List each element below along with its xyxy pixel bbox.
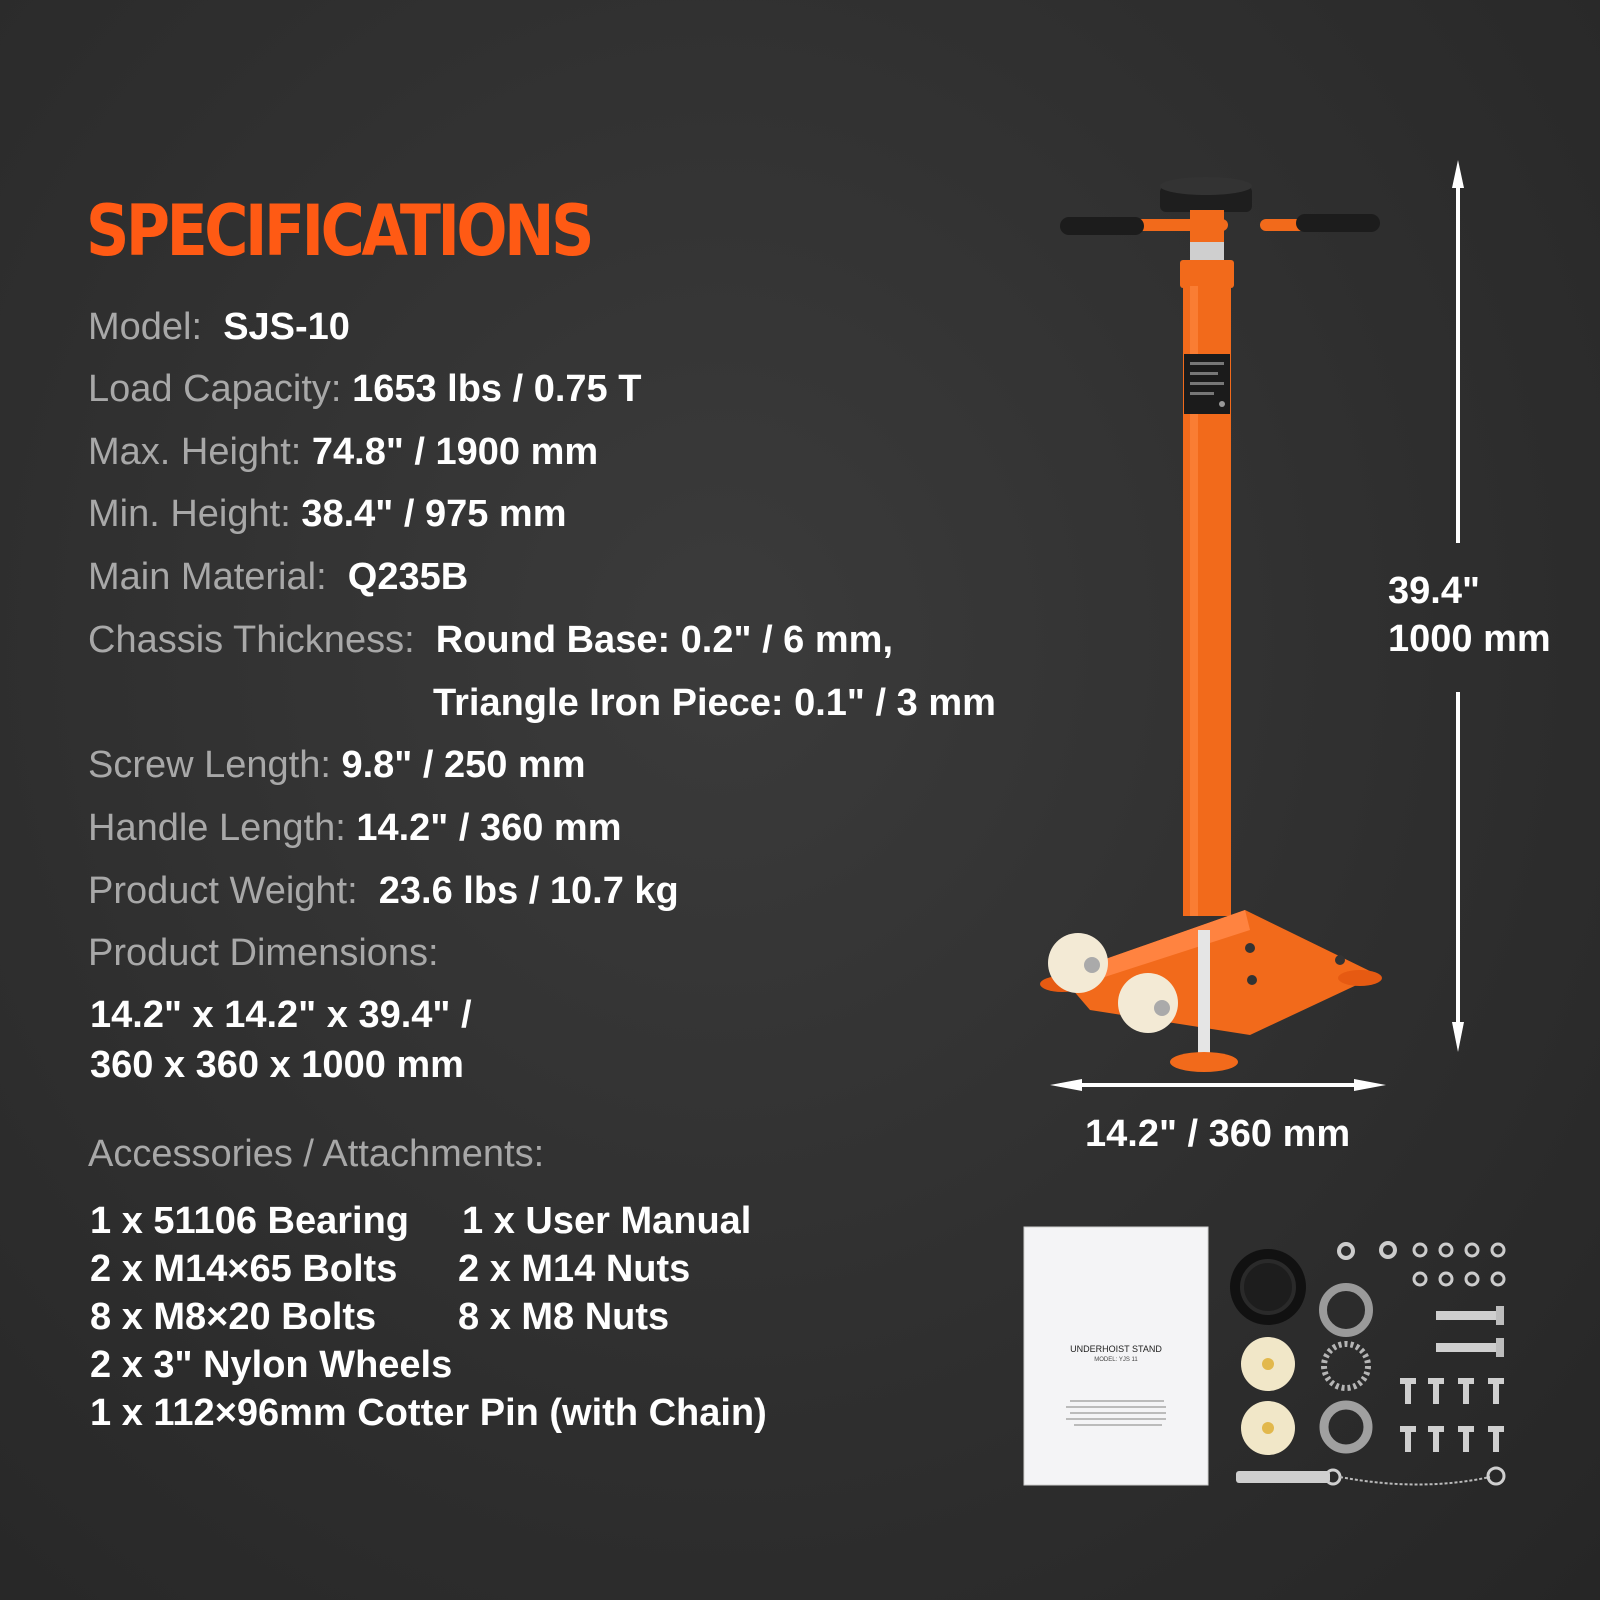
- page-title: SPECIFICATIONS: [86, 190, 592, 272]
- spec-dimensions-line1: 14.2" x 14.2" x 39.4" /: [90, 994, 472, 1036]
- spec-value: 38.4" / 975 mm: [301, 493, 567, 535]
- stand-base: [1040, 910, 1382, 1072]
- width-label: 14.2" / 360 mm: [1085, 1113, 1351, 1155]
- spec-value: 14.2" / 360 mm: [356, 807, 622, 849]
- accessory-item: 1 x 112×96mm Cotter Pin (with Chain): [90, 1392, 767, 1434]
- spec-value: 74.8" / 1900 mm: [311, 431, 599, 473]
- spec-label: Screw Length:: [88, 744, 331, 786]
- spec-label: Load Capacity:: [88, 368, 342, 410]
- spec-value: SJS-10: [223, 306, 350, 348]
- user-manual-image: [1024, 1227, 1208, 1485]
- spec-value: Round Base: 0.2" / 6 mm,: [435, 619, 894, 661]
- spec-label: Product Weight:: [88, 870, 358, 912]
- spec-label: Chassis Thickness:: [88, 619, 415, 661]
- spec-dimensions-label: Product Dimensions:: [88, 932, 439, 974]
- spec-label: Min. Height:: [88, 493, 291, 535]
- accessory-item: 1 x User Manual: [462, 1200, 752, 1242]
- spec-dimensions-line2: 360 x 360 x 1000 mm: [90, 1044, 464, 1086]
- spec-value: 1653 lbs / 0.75 T: [352, 368, 642, 410]
- manual-title: UNDERHOIST STAND: [1070, 1344, 1162, 1354]
- height-inches-label: 39.4": [1388, 570, 1480, 612]
- accessory-item: 8 x M8×20 Bolts: [90, 1296, 377, 1338]
- spec-label: Model:: [88, 306, 203, 348]
- accessory-item: 2 x M14×65 Bolts: [90, 1248, 398, 1290]
- spec-value: Q235B: [347, 556, 469, 598]
- stand-handle: [1060, 177, 1380, 262]
- accessory-item: 1 x 51106 Bearing: [90, 1200, 409, 1242]
- height-mm-label: 1000 mm: [1388, 618, 1551, 660]
- accessories-label: Accessories / Attachments:: [88, 1133, 545, 1175]
- width-dimension-arrow: [1050, 1079, 1386, 1091]
- accessory-item: 2 x 3" Nylon Wheels: [90, 1344, 453, 1386]
- stand-column: [1180, 260, 1234, 916]
- spec-value: 9.8" / 250 mm: [341, 744, 586, 786]
- manual-model: MODEL: YJS 11: [1094, 1357, 1138, 1363]
- accessory-parts-image: [1230, 1243, 1504, 1485]
- spec-chassis-thickness-line2: Triangle Iron Piece: 0.1" / 3 mm: [433, 682, 996, 724]
- spec-label: Max. Height:: [88, 431, 302, 473]
- accessory-item: 8 x M8 Nuts: [458, 1296, 670, 1338]
- spec-label: Main Material:: [88, 556, 327, 598]
- spec-value: 23.6 lbs / 10.7 kg: [378, 870, 679, 912]
- spec-label: Handle Length:: [88, 807, 346, 849]
- accessory-item: 2 x M14 Nuts: [458, 1248, 691, 1290]
